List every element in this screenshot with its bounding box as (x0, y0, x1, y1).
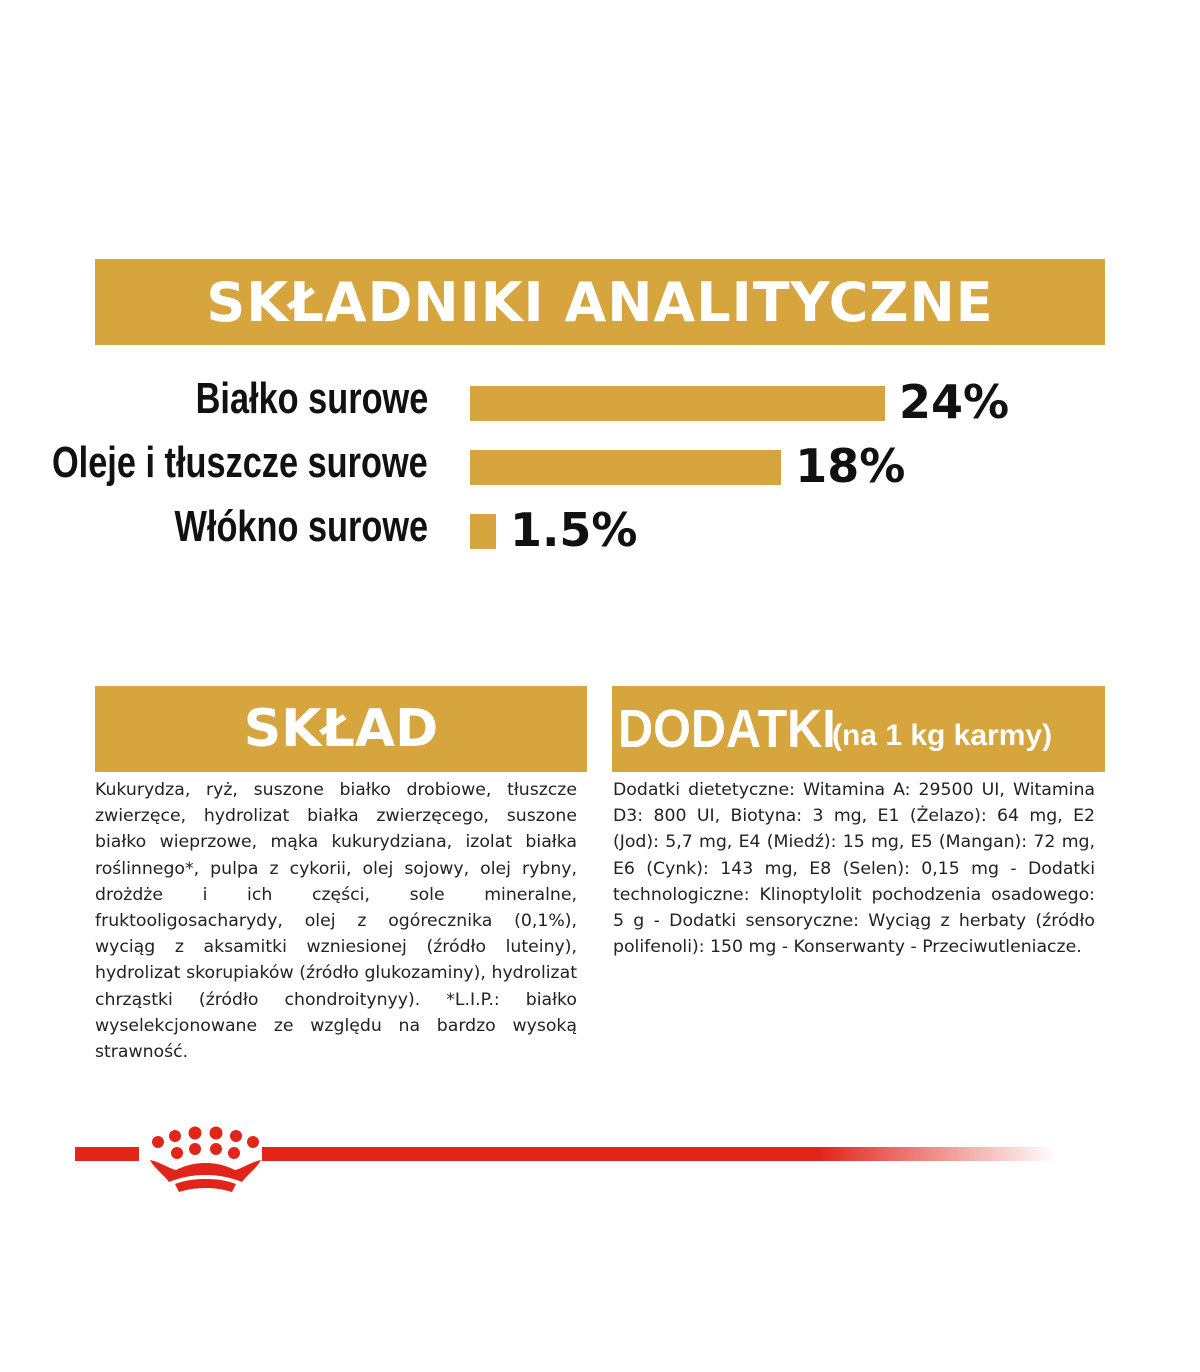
chart-bar (470, 450, 781, 485)
chart-category-label: Włókno surowe (174, 502, 428, 551)
analytic-title: SKŁADNIKI ANALITYCZNE (206, 270, 994, 334)
dodatki-text: Dodatki dietetyczne: Witamina A: 29500 UI, Witamina D3: 800 UI, Biotyna: 3 mg, E1 (Żelazo): 64 mg, E2 (Jod): 5,7 mg, E4 (Miedź): 15 mg, E5 (Mangan): 72 mg, E6 (Cynk): 143 mg, E8 (Selen): 0,15 mg - Dodatki technologiczne: Klinoptylolit pochodzenia osadowego: 5 g - Dodatki sensoryczne: Wyciąg z herbaty (źródło polifenoli): 150 mg - Konserwanty - Przeciwutleniacze. (613, 780, 1095, 958)
chart-value-label: 1.5% (509, 503, 638, 557)
chart-bar (470, 386, 885, 421)
footer-line-left (75, 1147, 139, 1161)
chart-value-label: 24% (899, 375, 1010, 429)
sklad-title: SKŁAD (243, 699, 439, 759)
chart-value-label: 18% (795, 439, 906, 493)
dodatki-subtitle: (na 1 kg karmy) (831, 719, 1053, 752)
analytic-banner (95, 259, 1105, 345)
dodatki-banner (612, 686, 1105, 772)
sklad-banner (95, 686, 587, 772)
dodatki-title: DODATKI (618, 699, 836, 759)
crown-icon (150, 1127, 261, 1193)
chart-category-label: Białko surowe (195, 374, 428, 423)
footer-line-right (262, 1147, 1057, 1161)
chart-category-label: Oleje i tłuszcze surowe (52, 438, 428, 487)
chart-bar (470, 514, 496, 549)
sklad-text: Kukurydza, ryż, suszone białko drobiowe, tłuszcze zwierzęce, hydrolizat białka zwierzęcego, suszone białko wieprzowe, mąka kukurydziana, izolat białka roślinnego*, pulpa z cykorii, olej sojowy, olej rybny, drożdże i ich części, sole mineralne, fruktooligosacharydy, olej z ogórecznika (0,1%), wyciąg z aksamitki wzniesionej (źródło luteiny), hydrolizat skorupiaków (źródło glukozaminy), hydrolizat chrząstki (źródło chondroitynyy). *L.I.P.: białko wyselekcjonowane ze względu na bardzo wysoką strawność. (95, 780, 577, 1063)
brand-footer (0, 1112, 1200, 1202)
